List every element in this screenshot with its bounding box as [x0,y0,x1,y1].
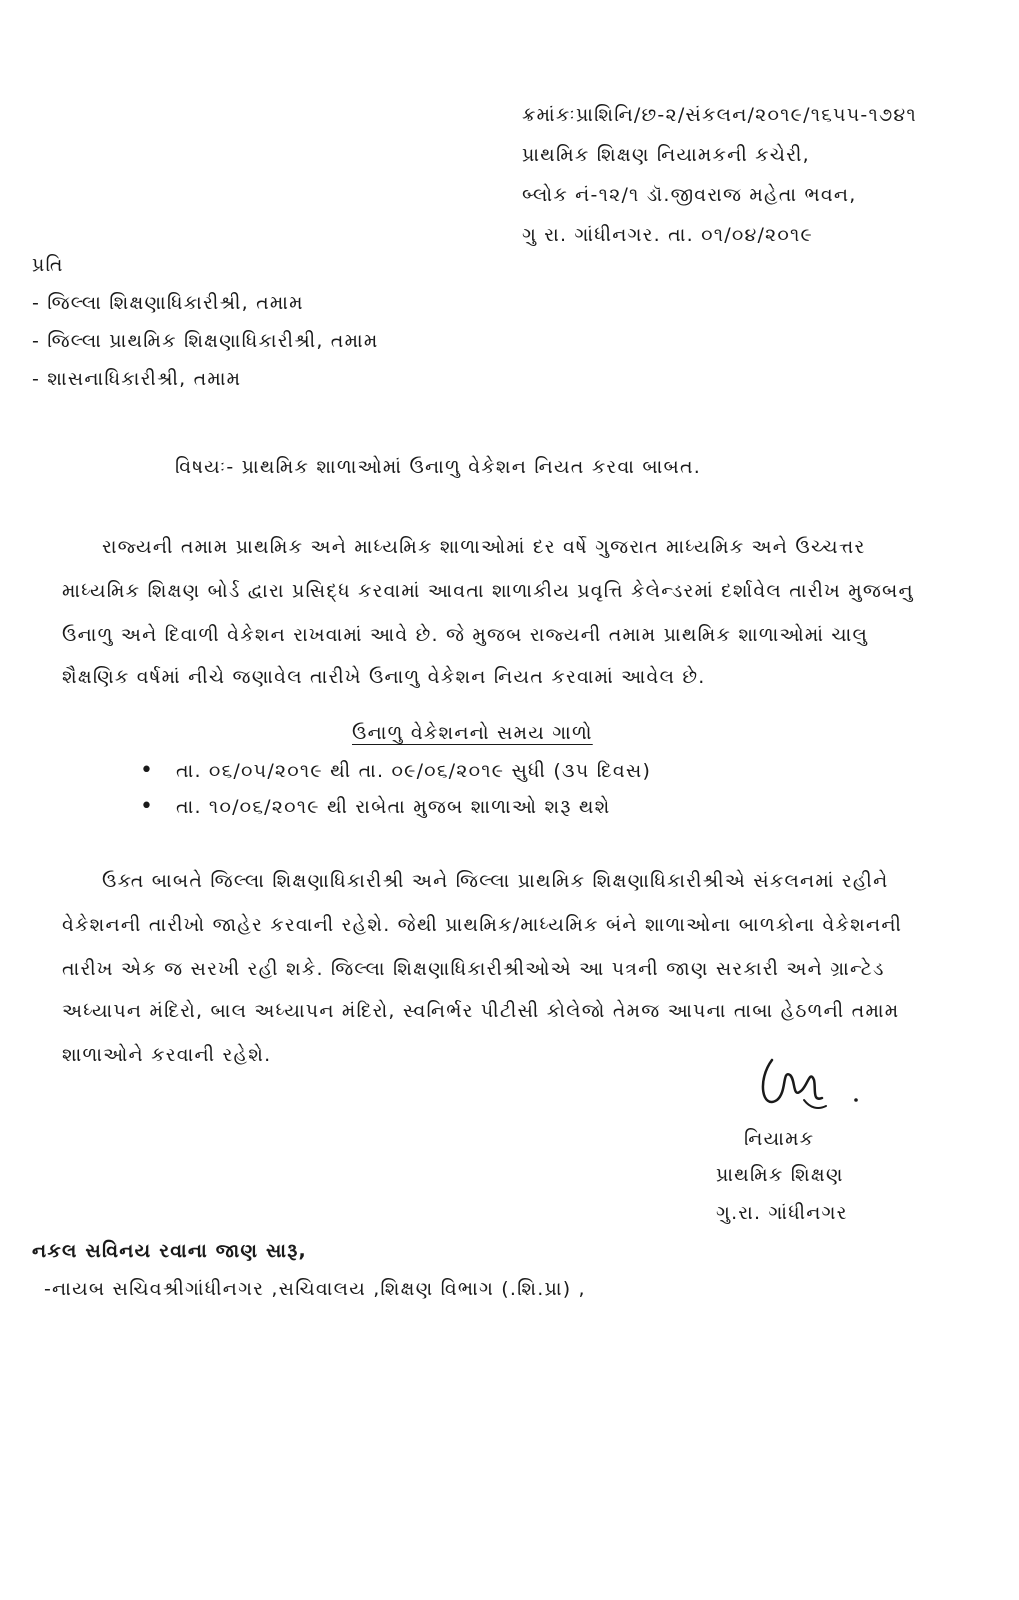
vacation-bullet: તા. ૦૬/૦૫/૨૦૧૯ થી તા. ૦૯/૦૬/૨૦૧૯ સુધી (૩૫ દિવસ) [176,760,652,782]
paragraph-line: શાળાઓને કરવાની રહેશે. [62,1044,272,1066]
signature-image [752,1040,872,1130]
signatory-title: નિયામક [744,1128,815,1150]
paragraph-line: તારીખ એક જ સરખી રહી શકે. જિલ્લા શિક્ષણાધિકારીશ્રીઓએ આ પત્રની જાણ સરકારી અને ગ્રાન્ટેડ [62,958,885,980]
vacation-bullet: તા. ૧૦/૦૬/૨૦૧૯ થી રાબેતા મુજબ શાળાઓ શરૂ થશે [176,796,611,818]
paragraph-line: ઉનાળુ અને દિવાળી વેકેશન રાખવામાં આવે છે. જે મુજબ રાજ્યની તમામ પ્રાથમિક શાળાઓમાં ચાલુ [62,624,869,646]
subject-line: વિષયઃ- પ્રાથમિક શાળાઓમાં ઉનાળુ વેકેશન નિયત કરવા બાબત. [175,456,701,478]
place-date: ગુ રા. ગાંધીનગર. તા. ૦૧/૦૪/૨૦૧૯ [522,224,814,246]
recipient-item: - શાસનાધિકારીશ્રી, તમામ [32,368,242,390]
copy-label: નકલ સવિનય રવાના જાણ સારૂ, [32,1240,307,1262]
paragraph-line: માધ્યમિક શિક્ષણ બોર્ડ દ્વારા પ્રસિદ્ધ કરવામાં આવતા શાળાકીય પ્રવૃત્તિ કેલેન્ડરમાં દર્શાવેલ તારીખ મુજબનુ [62,580,914,602]
paragraph-line: રાજ્યની તમામ પ્રાથમિક અને માધ્યમિક શાળાઓમાં દર વર્ષે ગુજરાત માધ્યમિક અને ઉચ્ચત્તર [102,536,866,558]
reference-number: ક્રમાંકઃપ્રાશિનિ/છ-૨/સંકલન/૨૦૧૯/૧૬૫૫-૧૭૪૧ [522,104,917,126]
signatory-department: પ્રાથમિક શિક્ષણ [716,1164,844,1186]
recipient-item: - જિલ્લા શિક્ષણાધિકારીશ્રી, તમામ [32,292,304,314]
vacation-heading: ઉનાળુ વેકેશનનો સમય ગાળો [352,722,593,744]
paragraph-line: ઉક્ત બાબતે જિલ્લા શિક્ષણાધિકારીશ્રી અને જિલ્લા પ્રાથમિક શિક્ષણાધિકારીશ્રીએ સંકલનમાં રહીને [102,870,889,892]
recipient-item: - જિલ્લા પ્રાથમિક શિક્ષણાધિકારીશ્રી, તમામ [32,330,379,352]
recipients-label: પ્રતિ [32,254,64,276]
office-address: બ્લોક નં-૧૨/૧ ડૉ.જીવરાજ મહેતા ભવન, [522,184,857,206]
paragraph-line: વેકેશનની તારીખો જાહેર કરવાની રહેશે. જેથી પ્રાથમિક/માધ્યમિક બંને શાળાઓના બાળકોના વેકેશનની [62,914,903,936]
bullet-icon: • [140,758,153,783]
paragraph-line: અધ્યાપન મંદિરો, બાલ અધ્યાપન મંદિરો, સ્વનિર્ભર પીટીસી કોલેજો તેમજ આપના તાબા હેઠળની તમામ [62,1000,900,1022]
bullet-icon: • [140,794,153,819]
copy-recipient: -નાયબ સચિવશ્રીગાંધીનગર ,સચિવાલય ,શિક્ષણ વિભાગ (.શિ.પ્રા) , [44,1278,586,1300]
signatory-place: ગુ.રા. ગાંધીનગર [716,1202,848,1224]
paragraph-line: શૈક્ષણિક વર્ષમાં નીચે જણાવેલ તારીખે ઉનાળુ વેકેશન નિયત કરવામાં આવેલ છે. [62,666,706,688]
office-name: પ્રાથમિક શિક્ષણ નિયામકની કચેરી, [522,144,810,166]
